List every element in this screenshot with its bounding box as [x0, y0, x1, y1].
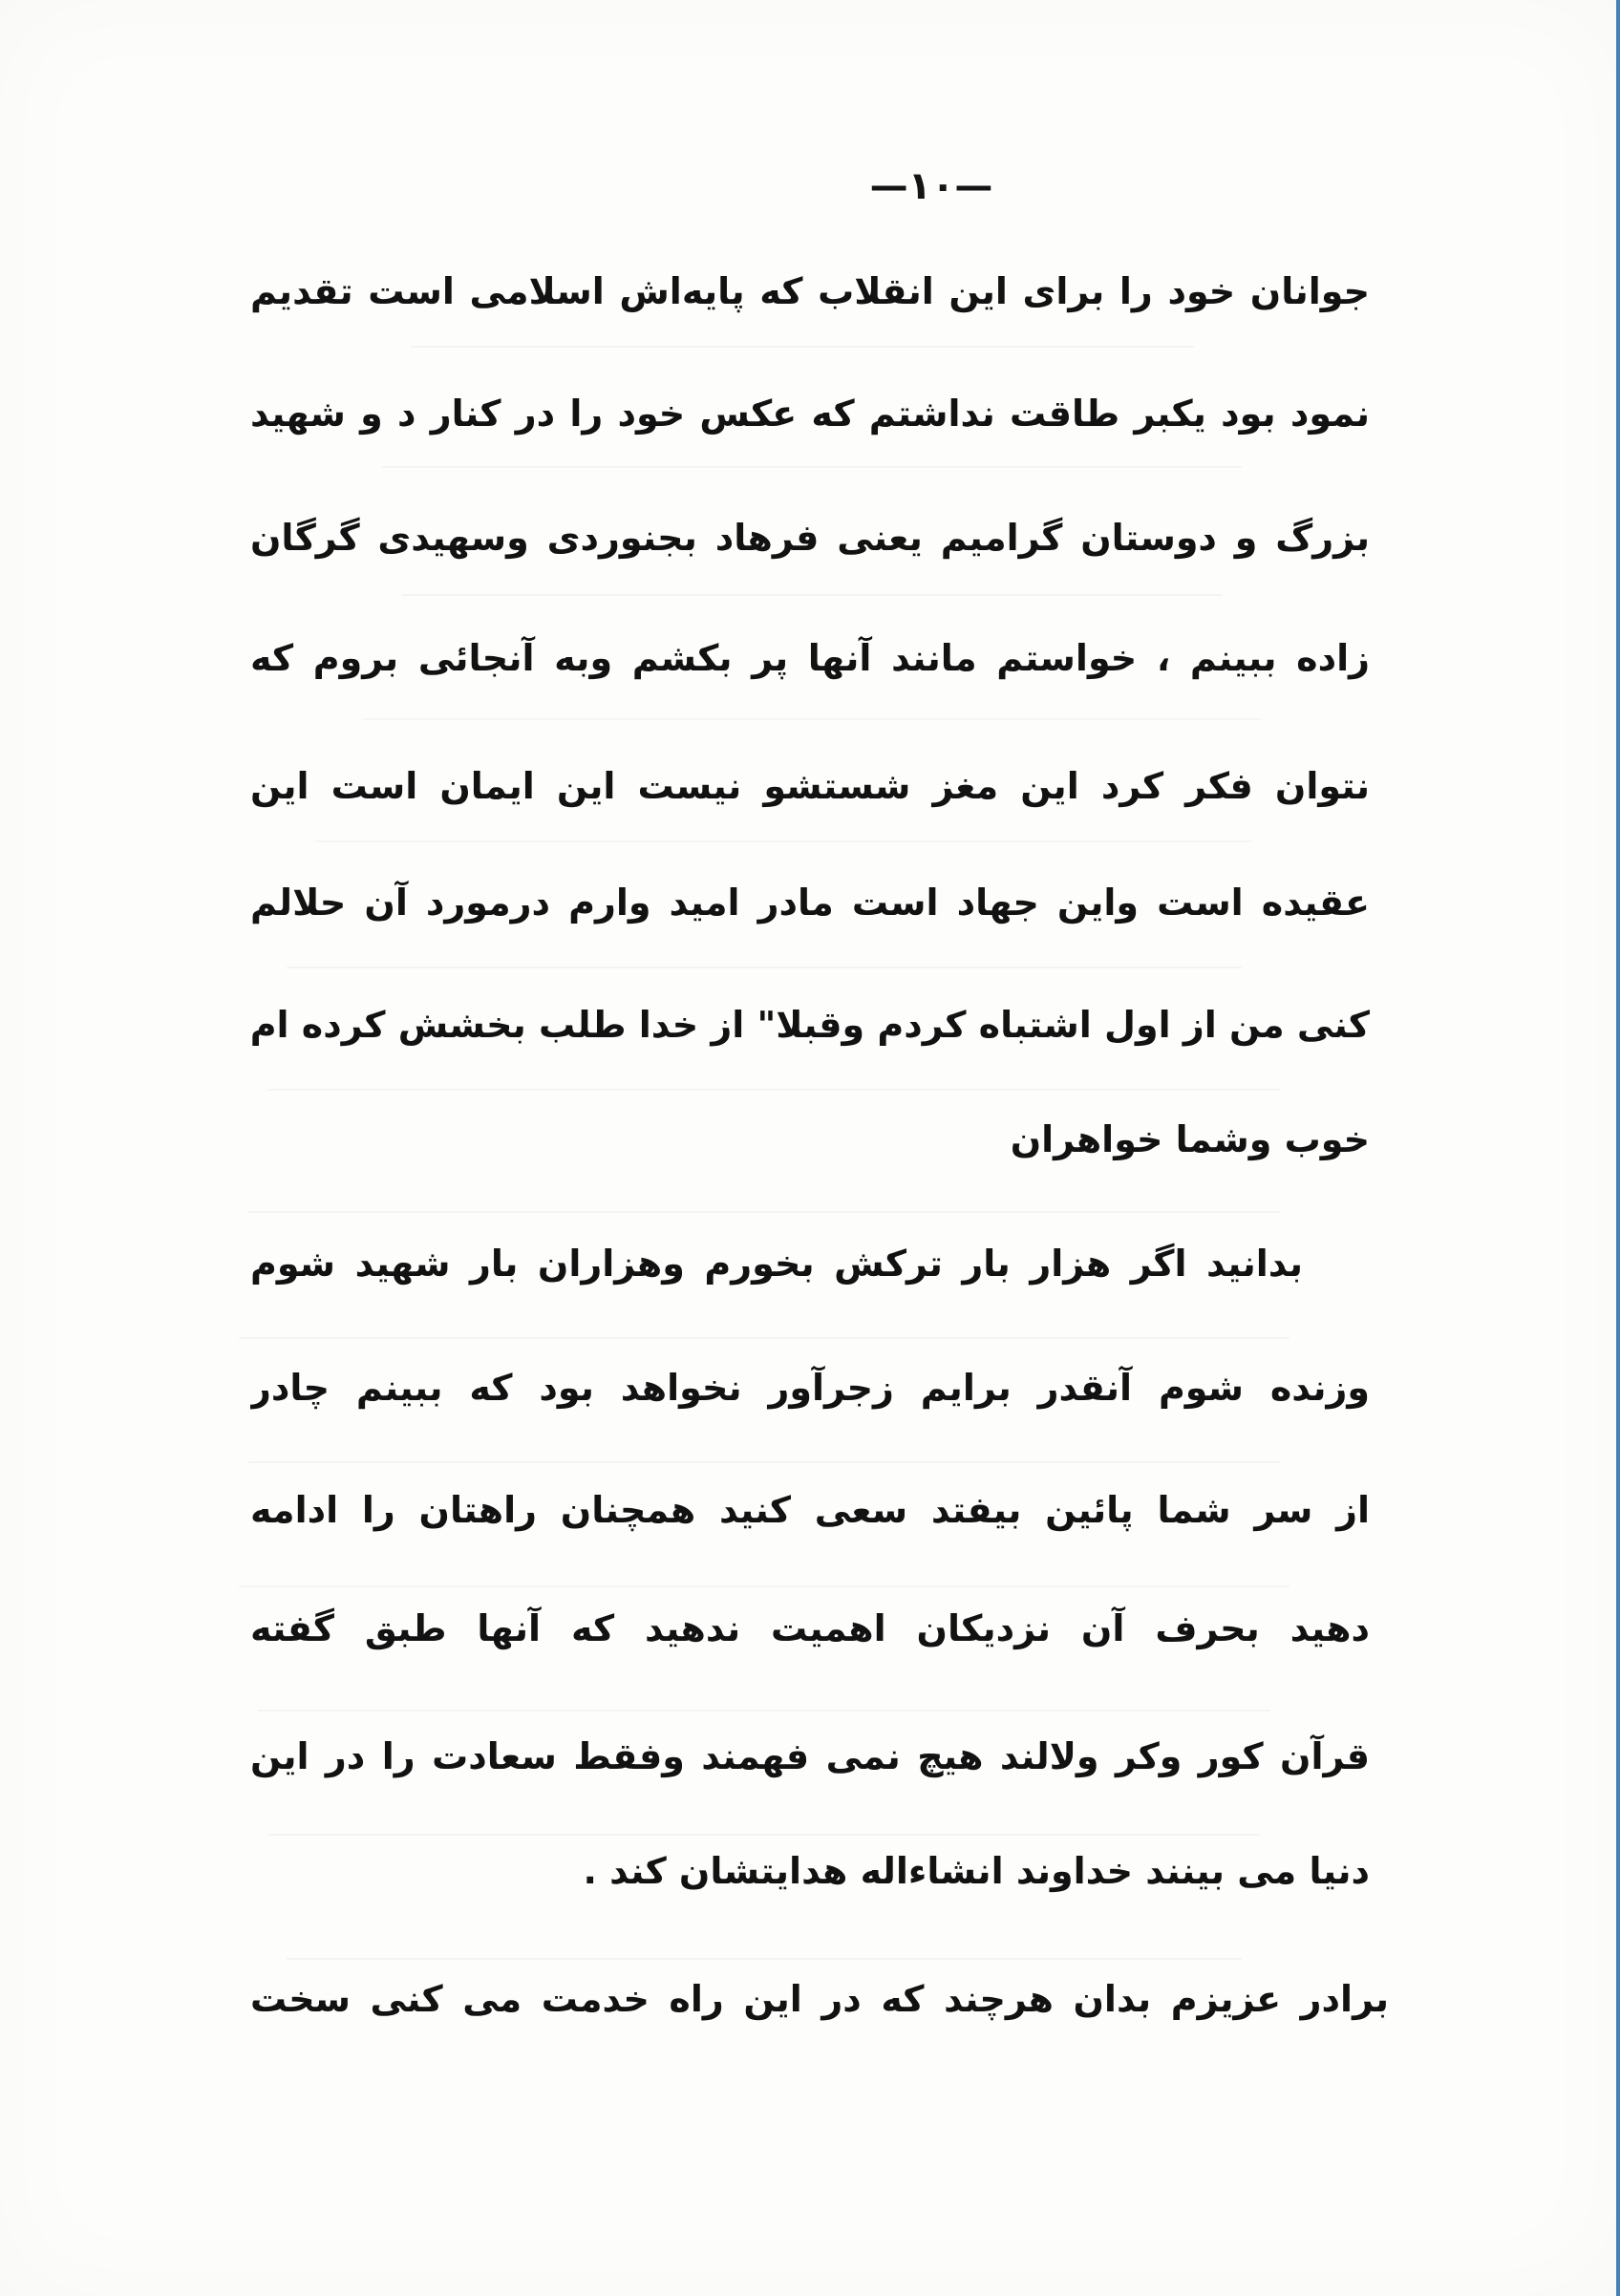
text-line: برادر عزیزم بدان هرچند که در این راه خدمت می کنی سخت — [250, 1978, 1389, 2020]
text-line: قرآن کور وکر ولالند هیچ نمی فهمند وفقط سعادت را در این — [250, 1735, 1370, 1777]
page-number: —١٠— — [869, 164, 993, 208]
text-line: دهید بحرف آن نزدیکان اهمیت ندهید که آنها طبق گفته — [250, 1607, 1370, 1649]
text-line: وزنده شوم آنقدر برایم زجرآور نخواهد بود که ببینم چادر — [250, 1367, 1370, 1409]
text-line: زاده ببینم ، خواستم مانند آنها پر بکشم وبه آنجائی بروم که — [250, 637, 1370, 679]
text-line: دنیا می بینند خداوند انشاءاله هدایتشان کند . — [583, 1850, 1370, 1892]
text-line: جوانان خود را برای این انقلاب که پایه‌اش اسلامی است تقدیم — [250, 270, 1370, 312]
text-line: عقیده است واین جهاد است مادر امید وارم درمورد آن حلالم — [250, 882, 1370, 924]
text-line: نتوان فکر کرد این مغز شستشو نیست این ایمان است این — [250, 765, 1370, 807]
text-line: خوب وشما خواهران — [1010, 1118, 1370, 1160]
text-line: بزرگ و دوستان گرامیم یعنی فرهاد بجنوردی وسهیدی گرگان — [250, 517, 1370, 559]
text-line: از سر شما پائین بیفتد سعی کنید همچنان راهتان را ادامه — [250, 1489, 1370, 1531]
text-line: کنی من از اول اشتباه کردم وقبلا" از خدا طلب بخشش کرده ام — [250, 1004, 1370, 1046]
text-line: نمود بود یکبر طاقت نداشتم که عکس خود را در کنار د و شهید — [250, 393, 1370, 435]
text-line: بدانید اگر هزار بار ترکش بخورم وهزاران بار شهید شوم — [250, 1243, 1303, 1285]
